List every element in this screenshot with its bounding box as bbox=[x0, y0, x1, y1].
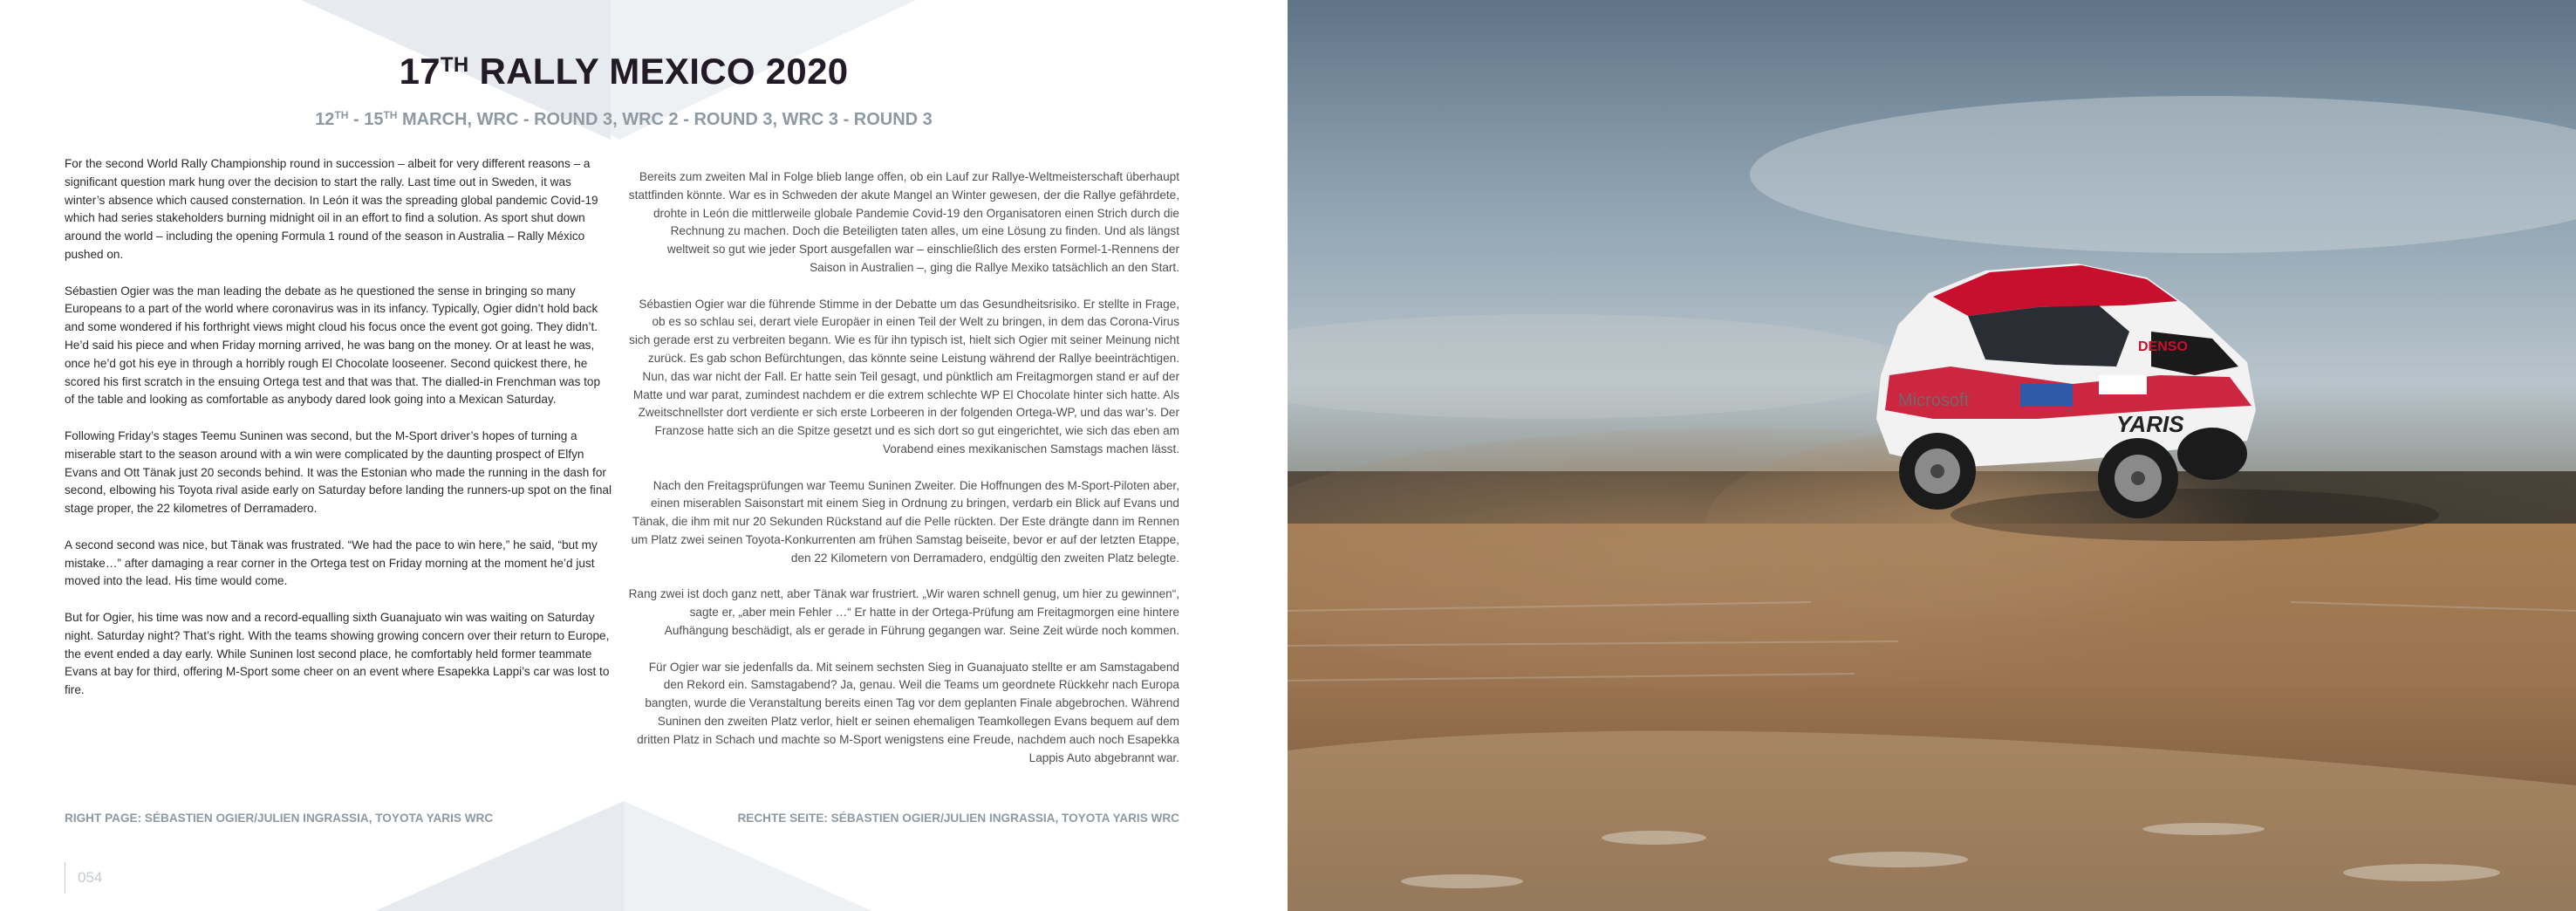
english-paragraph: But for Ogier, his time was now and a record-equalling sixth Guanajuato win was waiting on Saturday night. Saturday night? That’s right. With the teams showing growing concern over their return to Europe, the event ended a day early. While Suninen lost second place, he comfortably held former teammate Evans at bay for third, offering M-Sport some cheer on an event where Esapekka Lappi’s car was lost to fire. bbox=[65, 610, 610, 697]
german-paragraph: Sébastien Ogier war die führende Stimme in der Debatte um das Gesundheitsrisiko. Er stellte in Frage, ob es so schlau sei, derart viele Europäer in einen Teil der Welt zu bringen, in dem das Corona-Virus sich gerade erst zu verbreiten begann. Wie es für ihn typisch ist, hielt sich Ogier mit seiner Meinung nicht zurück. Es gab schon Befürchtungen, das könnte seine Leistung während der Rallye beeinträchtigen. Nun, das war nicht der Fall. Er hatte sein Teil gesagt, und pünktlich am Freitagmorgen stand er auf der Matte und war parat, zumindest nachdem er die extrem schlechte WP El Chocolate hinter sich hatte. Als Zweitschnellster dort verdiente er sich erste Lorbeeren in der folgenden Ortega-WP, und das war’s. Der Franzose hatte sich an die Spitze gesetzt und es sich dort so gut eingerichtet, wie sich das eben am Vorabend eines mexikanischen Samstags machen lässt. bbox=[629, 297, 1179, 456]
photo-caption-english: RIGHT PAGE: SÉBASTIEN OGIER/JULIEN INGRASSIA, TOYOTA YARIS WRC bbox=[65, 812, 494, 825]
english-paragraph: Following Friday’s stages Teemu Suninen was second, but the M-Sport driver’s hopes of turning a miserable start to the season around with a win were complicated by the daunting prospect of Elfyn Evans and Ott Tänak just 20 seconds behind. It was the Estonian who made the running in the dash for second, elbowing his Toyota rival aside early on Saturday before landing the runners-up spot on the final stage proper, the 22 kilometres of Derramadero. bbox=[65, 428, 612, 516]
car-sponsor-text: Microsoft bbox=[1898, 391, 1970, 410]
photo-caption-german: RECHTE SEITE: SÉBASTIEN OGIER/JULIEN INGRASSIA, TOYOTA YARIS WRC bbox=[737, 812, 1179, 825]
english-paragraph: For the second World Rally Championship round in succession – albeit for very different reasons – a significant question mark hung over the decision to start the rally. Last time out in Sweden, it was winter’s absence which caused consternation. In León it was the spreading global pandemic Covid-19 which had series stakeholders burning midnight oil in an effort to find a solution. As sport shut down around the world – including the opening Formula 1 round of the season in Australia – Rally México pushed on. bbox=[65, 157, 598, 261]
page-number: 054 bbox=[65, 862, 102, 894]
page-subtitle: 12TH - 15TH MARCH, WRC - ROUND 3, WRC 2 - ROUND 3, WRC 3 - ROUND 3 bbox=[315, 109, 933, 129]
car-model-text: YARIS bbox=[2116, 411, 2184, 437]
page-title: 17TH RALLY MEXICO 2020 bbox=[399, 51, 849, 92]
german-paragraph: Für Ogier war sie jedenfalls da. Mit seinem sechsten Sieg in Guanajuato stellte er am Samstagabend den Rekord ein. Samstagabend? Ja, genau. Weil die Teams um geordnete Rückkehr nach Europa bangten, wurde die Veranstaltung bereits einen Tag vor dem geplanten Finale abgebrochen. Während Suninen den zweiten Platz verlor, hielt er seinen ehemaligen Teamkollegen Evans bequem auf dem dritten Platz in Schach und machte so M-Sport wenigstens eine Freude, nachdem auch noch Esapekka Lappis Auto abgebrannt war. bbox=[637, 660, 1179, 764]
rally-photo-illustration bbox=[1288, 0, 2576, 911]
rally-car-photo bbox=[1288, 0, 2576, 911]
german-text-column bbox=[628, 168, 1179, 785]
german-paragraph: Nach den Freitagsprüfungen war Teemu Suninen Zweiter. Die Hoffnungen des M-Sport-Piloten aber, einen miserablen Saisonstart mit einem Sieg in Ordnung zu bringen, verdarb ein Blick auf Evans und Tänak, die ihm mit nur 20 Sekunden Rückstand auf die Pelle rückten. Der Este drängte dann im Rennen um Platz zwei seinen Toyota-Konkurrenten am frühen Samstag beiseite, bevor er auf der letzten Etappe, den 22 Kilometern von Derramadero, endgültig den zweiten Platz belegte. bbox=[631, 478, 1179, 565]
english-text-column bbox=[65, 155, 612, 718]
car-sponsor2-text: DENSO bbox=[2138, 339, 2188, 354]
english-paragraph: A second second was nice, but Tänak was frustrated. “We had the pace to win here,” he said, “but my mistake…” after damaging a rear corner in the Ortega test on Friday morning at the moment he’d just moved into the lead. His time would come. bbox=[65, 538, 598, 588]
english-paragraph: Sébastien Ogier was the man leading the debate as he questioned the sense in bringing so many Europeans to a part of the world where coronavirus was in its infancy. Typically, Ogier didn’t hold back and some wondered if his forthright views might cloud his focus once the event got going. They didn’t. He’d said his piece and when Friday morning arrived, he was bang on the money. Or at least he was, once he’d got his eye in through a horribly rough El Chocolate looseener. Second quickest there, he scored his first scratch in the ensuing Ortega test and that was that. The dialled-in Frenchman was top of the table and looking as comfortable as anybody dared look going into a Mexican Saturday. bbox=[65, 284, 601, 407]
german-paragraph: Rang zwei ist doch ganz nett, aber Tänak war frustriert. „Wir waren schnell genug, um hier zu gewinnen“, sagte er, „aber mein Fehler …“ Er hatte in der Ortega-Prüfung am Freitagmorgen eine hintere Aufhängung beschädigt, als er gerade in Führung gegangen war. Seine Zeit würde noch kommen. bbox=[628, 587, 1179, 637]
german-paragraph: Bereits zum zweiten Mal in Folge blieb lange offen, ob ein Lauf zur Rallye-Weltmeisterschaft überhaupt stattfinden könnte. War es in Schweden der akute Mangel an Winter gewesen, der die Rallye gefährdete, drohte in León die mittlerweile globale Pandemie Covid-19 den Organisatoren einen Strich durch die Rechnung zu machen. Doch die Beteiligten taten alles, um eine Lösung zu finden. Und als längst weltweit so gut wie jeder Sport ausgefallen war – einschließlich des ersten Formel-1-Rennens der Saison in Australien –, ging die Rallye Mexiko tatsächlich an den Start. bbox=[628, 170, 1179, 274]
